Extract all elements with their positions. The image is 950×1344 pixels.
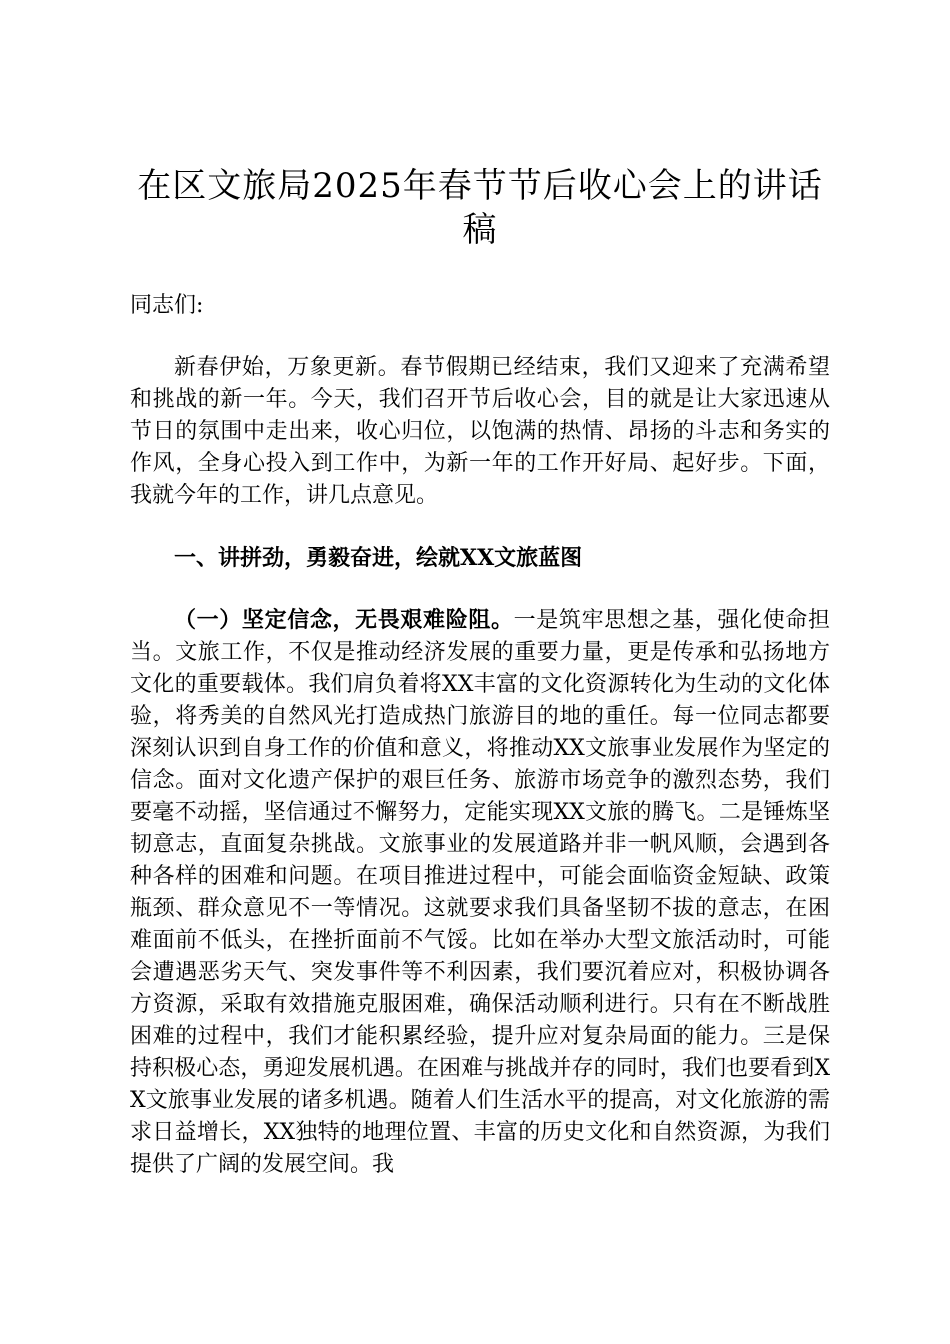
document-title: 在区文旅局2025年春节节后收心会上的讲话稿 — [137, 166, 823, 250]
document-body — [130, 164, 830, 1181]
subsection-body-1: 一是筑牢思想之基，强化使命担当。文旅工作，不仅是推动经济发展的重要力量，更是传承和弘扬地方文化的重要载体。我们肩负着将XX丰富的文化资源转化为生动的文化体验，将秀美的自然风光打造成热门旅游目的地的重任。每一位同志都要深刻认识到自身工作的价值和意义，将推动XX文旅事业发展作为坚定的信念。面对文化遗产保护的艰巨任务、旅游市场竞争的激烈态势，我们要毫不动摇，坚信通过不懈努力，定能实现XX文旅的腾飞。二是锤炼坚韧意志，直面复杂挑战。文旅事业的发展道路并非一帆风顺，会遇到各种各样的困难和问题。在项目推进过程中，可能会面临资金短缺、政策瓶颈、群众意见不一等情况。这就要求我们具备坚韧不拔的意志，在困难面前不低头，在挫折面前不气馁。比如在举办大型文旅活动时，可能会遭遇恶劣天气、突发事件等不利因素，我们要沉着应对，积极协调各方资源，采取有效措施克服困难，确保活动顺利进行。只有在不断战胜困难的过程中，我们才能积累经验，提升应对复杂局面的能力。三是保持积极心态，勇迎发展机遇。在困难与挑战并存的同时，我们也要看到XX文旅事业发展的诸多机遇。随着人们生活水平的提高，对文化旅游的需求日益增长，XX独特的地理位置、丰富的历史文化和自然资源，为我们提供了广阔的发展空间。我 — [130, 608, 830, 1177]
intro-paragraph: 新春伊始，万象更新。春节假期已经结束，我们又迎来了充满希望和挑战的新一年。今天，我们召开节后收心会，目的就是让大家迅速从节日的氛围中走出来，收心归位，以饱满的热情、昂扬的斗志和务实的作风，全身心投入到工作中，为新一年的工作开好局、起好步。下面，我就今年的工作，讲几点意见。 — [130, 355, 830, 508]
subsection-paragraph-1 — [130, 604, 830, 1181]
subsection-lead-1: （一）坚定信念，无畏艰难险阻。 — [174, 607, 514, 633]
section-heading-1: 一、讲拼劲，勇毅奋进，绘就XX文旅蓝图 — [174, 545, 583, 571]
salutation: 同志们: — [130, 293, 204, 318]
